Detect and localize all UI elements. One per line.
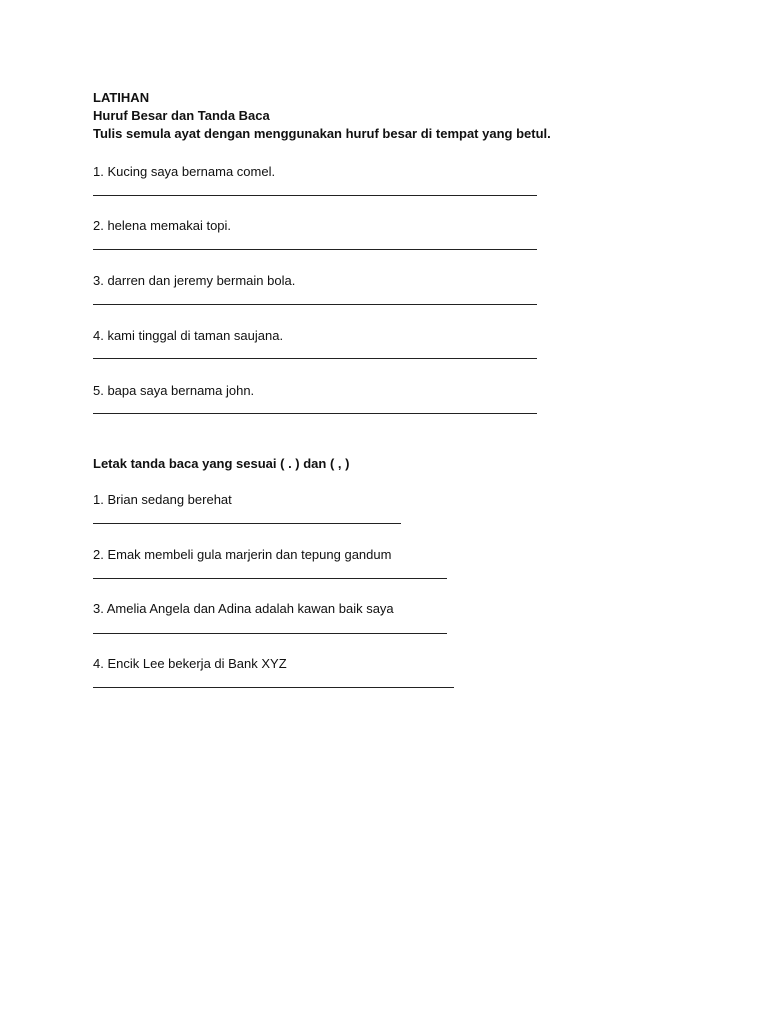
section1-item-2: 2. helena memakai topi.: [93, 218, 232, 233]
answer-line[interactable]: [93, 195, 537, 196]
answer-line[interactable]: [93, 413, 537, 414]
section1-instruction: Tulis semula ayat dengan menggunakan huruf besar di tempat yang betul.: [93, 126, 551, 141]
section2-item-1: 1. Brian sedang berehat: [93, 492, 232, 507]
section1-item-3: 3. darren dan jeremy bermain bola.: [93, 273, 296, 288]
section1-item-5: 5. bapa saya bernama john.: [93, 383, 255, 398]
worksheet-heading: LATIHAN: [93, 90, 150, 105]
answer-line[interactable]: [93, 523, 401, 524]
section2-item-4: 4. Encik Lee bekerja di Bank XYZ: [93, 656, 287, 671]
worksheet-subheading: Huruf Besar dan Tanda Baca: [93, 108, 270, 123]
answer-line[interactable]: [93, 578, 447, 579]
section1-item-4: 4. kami tinggal di taman saujana.: [93, 328, 284, 343]
answer-line[interactable]: [93, 358, 537, 359]
answer-line[interactable]: [93, 249, 537, 250]
section1-item-1: 1. Kucing saya bernama comel.: [93, 164, 276, 179]
section2-instruction: Letak tanda baca yang sesuai ( . ) dan ( , ): [93, 456, 350, 471]
section2-item-3: 3. Amelia Angela dan Adina adalah kawan baik saya: [93, 601, 394, 616]
answer-line[interactable]: [93, 687, 454, 688]
section2-item-2: 2. Emak membeli gula marjerin dan tepung gandum: [93, 547, 392, 562]
answer-line[interactable]: [93, 633, 447, 634]
answer-line[interactable]: [93, 304, 537, 305]
